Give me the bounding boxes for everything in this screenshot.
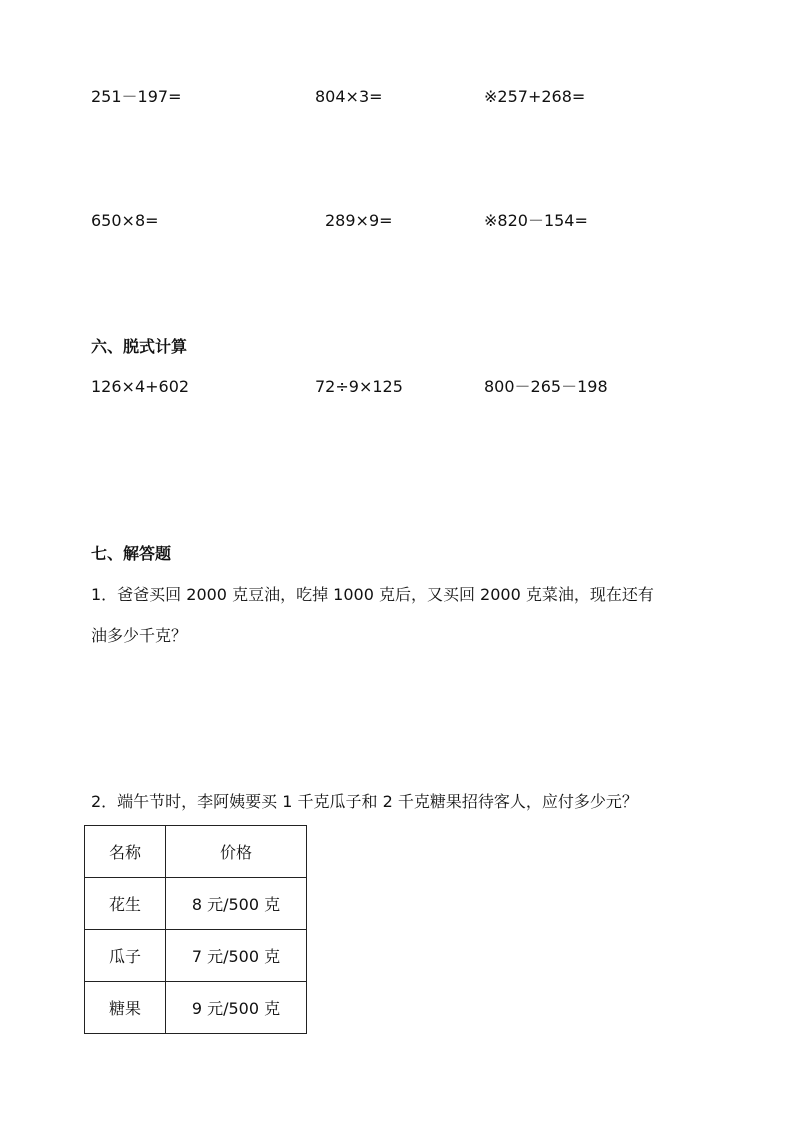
expression-2: 72÷9×125 <box>315 377 403 396</box>
table-cell-price: 9 元/500 克 <box>166 982 307 1034</box>
calc-item-2-2: 289×9= <box>325 211 393 230</box>
table-cell-name: 瓜子 <box>85 930 166 982</box>
section-7-title: 七、解答题 <box>91 544 172 563</box>
table-cell-name: 花生 <box>85 878 166 930</box>
question-1-line-1: 1．爸爸买回 2000 克豆油，吃掉 1000 克后，又买回 2000 克菜油，现在还有 <box>91 585 654 604</box>
table-row <box>85 982 307 1034</box>
section-6-title: 六、脱式计算 <box>91 337 188 356</box>
table-header-name: 名称 <box>85 826 166 878</box>
calc-item-2-3: ※820－154= <box>484 211 588 230</box>
question-2: 2．端午节时，李阿姨要买 1 千克瓜子和 2 千克糖果招待客人，应付多少元？ <box>91 792 638 811</box>
table-cell-name: 糖果 <box>85 982 166 1034</box>
question-1-line-2: 油多少千克？ <box>91 626 188 645</box>
calc-item-1-1: 251－197= <box>91 87 182 106</box>
table-cell-price: 7 元/500 克 <box>166 930 307 982</box>
table-row <box>85 930 307 982</box>
calc-item-2-1: 650×8= <box>91 211 159 230</box>
table-header-price: 价格 <box>166 826 307 878</box>
expression-1: 126×4+602 <box>91 377 190 396</box>
price-table <box>84 825 307 1034</box>
table-header-row <box>85 826 307 878</box>
expression-3: 800－265－198 <box>484 377 608 396</box>
calc-item-1-2: 804×3= <box>315 87 383 106</box>
calc-item-1-3: ※257+268= <box>484 87 586 106</box>
table-cell-price: 8 元/500 克 <box>166 878 307 930</box>
table-row <box>85 878 307 930</box>
